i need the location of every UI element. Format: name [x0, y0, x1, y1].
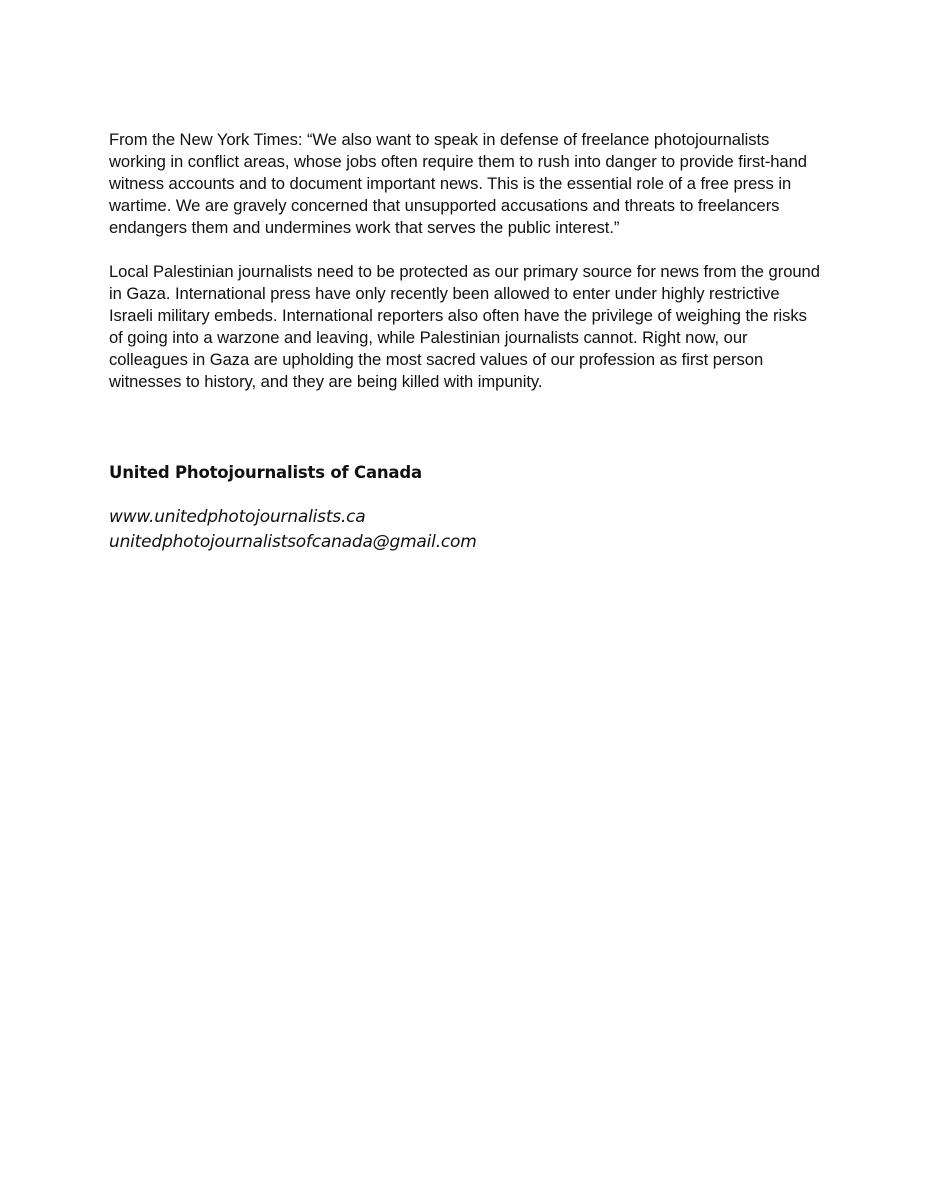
contact-block: [109, 505, 821, 555]
paragraph-nyt-quote: From the New York Times: “We also want to speak in defense of freelance photojournalists working in conflict areas, whose jobs often require them to rush into danger to provide first-hand witness accounts and to document important news. This is the essential role of a free press in wartime. We are gravely concerned that unsupported accusations and threats to freelancers endangers them and undermines work that serves the public interest.”: [109, 130, 807, 237]
document-page: [109, 129, 821, 555]
paragraph-palestinian-journalists: Local Palestinian journalists need to be protected as our primary source for news from the ground in Gaza. International press have only recently been allowed to enter under highly restrictive Israeli military embeds. International reporters also often have the privilege of weighing the risks of going into a warzone and leaving, while Palestinian journalists cannot. Right now, our colleagues in Gaza are upholding the most sacred values of our profession as first person witnesses to history, and they are being killed with impunity.: [109, 262, 820, 391]
organization-name: United Photojournalists of Canada: [109, 463, 422, 482]
website-text: www.unitedphotojournalists.ca: [109, 507, 366, 527]
email-text: unitedphotojournalistsofcanada@gmail.com: [109, 532, 477, 552]
